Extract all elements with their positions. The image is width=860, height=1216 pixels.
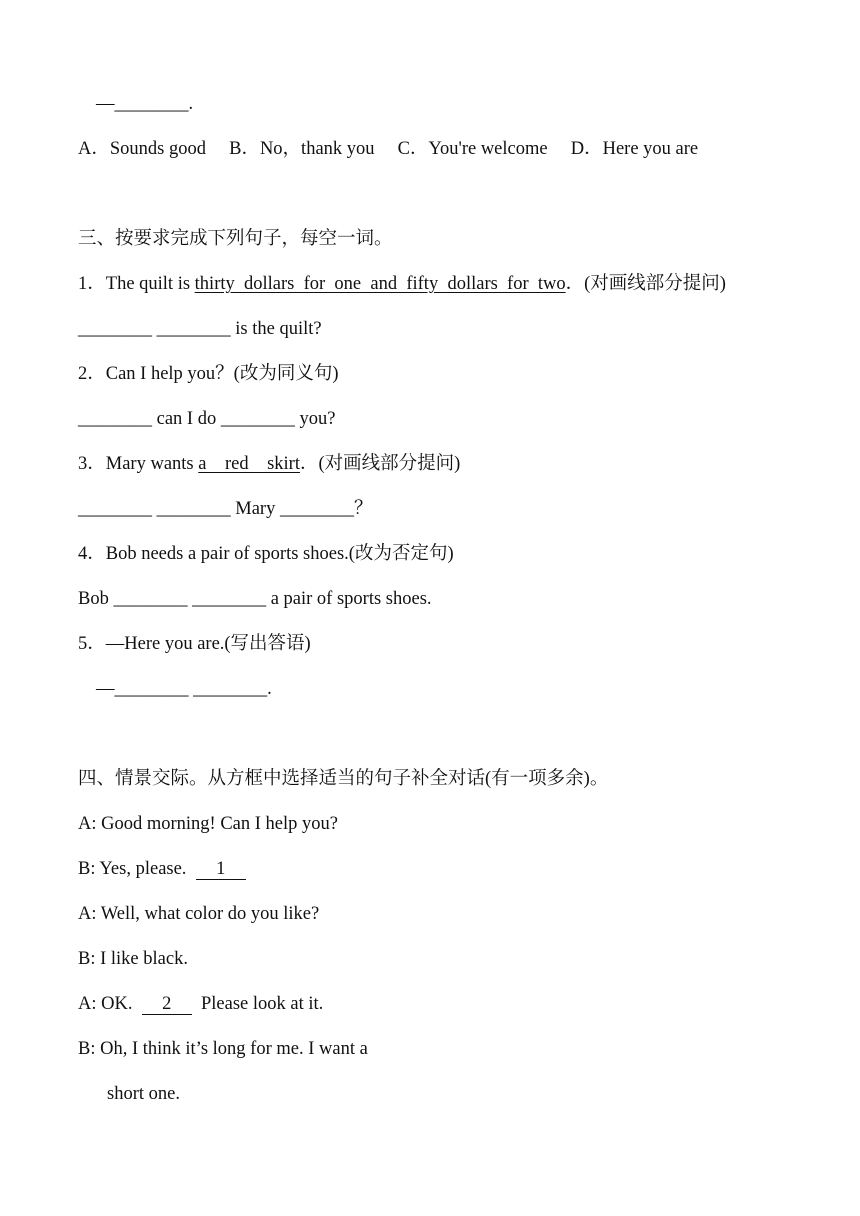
q3-pre-text: Mary wants	[105, 454, 199, 474]
dialogue-line-1: A: Good morning! Can I help you?	[78, 814, 338, 834]
q4-answer-line: Bob ________ ________ a pair of sports shoes.	[78, 589, 432, 609]
dialogue-line-7: short one.	[107, 1084, 180, 1104]
dialogue-line-5-post: Please look at it.	[191, 994, 324, 1014]
dialogue-line-2-text: B: Yes, please.	[78, 859, 196, 879]
q1-answer-line: ________ ________ is the quilt?	[78, 319, 322, 339]
dialogue-line-2	[78, 857, 246, 881]
q3-number: 3．	[78, 454, 106, 474]
dialogue-line-5-pre: A: OK.	[78, 994, 142, 1014]
dialogue-line-3: A: Well, what color do you like?	[78, 904, 320, 924]
section4-heading: 四、情景交际。从方框中选择适当的句子补全对话(有一项多余)。	[78, 769, 609, 789]
q1-number: 1．	[78, 274, 106, 294]
q3-answer-line: ________ ________ Mary ________？	[78, 499, 373, 519]
q2-answer-line: ________ can I do ________ you?	[78, 409, 336, 429]
prev-answer-line: —________.	[96, 94, 194, 114]
dialogue-line-6: B: Oh, I think it’s long for me. I want a	[78, 1039, 368, 1059]
q1-question	[78, 272, 726, 296]
q3-instruction: ．(对画线部分提问)	[299, 454, 461, 474]
q5-answer-line: —________ ________.	[96, 679, 272, 699]
section3-heading: 三、按要求完成下列句子，每空一词。	[78, 229, 393, 249]
q3-underlined-text: a red skirt	[198, 454, 300, 474]
q5-question: 5．—Here you are.(写出答语)	[78, 634, 311, 654]
dialogue-line-4: B: I like black.	[78, 949, 188, 969]
q4-question: 4．Bob needs a pair of sports shoes.(改为否定句)	[78, 544, 454, 564]
blank-2: 2	[142, 994, 192, 1015]
q1-instruction: ．(对画线部分提问)	[565, 274, 726, 294]
dialogue-line-5	[78, 992, 323, 1016]
prev-options: A．Sounds good B．No，thank you C．You're welcome D．Here you are	[78, 139, 699, 159]
q1-underlined-text: thirty dollars for one and fifty dollars for two	[194, 274, 566, 294]
q1-pre-text: The quilt is	[105, 274, 195, 294]
q2-question: 2．Can I help you？(改为同义句)	[78, 364, 339, 384]
blank-1: 1	[196, 859, 246, 880]
q3-question	[78, 452, 460, 476]
